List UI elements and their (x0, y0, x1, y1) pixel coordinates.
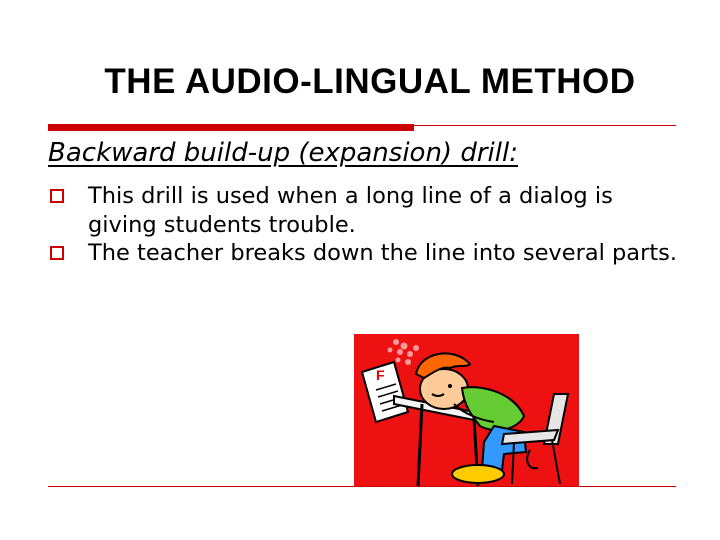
frustrated-student-clipart (354, 334, 579, 486)
bullet-item (48, 239, 678, 268)
slide-title: THE AUDIO-LINGUAL METHOD (104, 62, 636, 101)
graded-paper-icon (362, 362, 408, 422)
title-underline-thick (48, 124, 414, 131)
paper-grade: F (376, 367, 385, 383)
student-body-icon (454, 387, 524, 430)
bullet-list (48, 182, 678, 268)
slide-subtitle: Backward build-up (expansion) drill: (48, 138, 518, 168)
square-bullet-icon (50, 189, 64, 203)
bottom-divider (48, 486, 676, 487)
frustrated-student-icon (354, 334, 579, 486)
title-underline-thin (414, 125, 676, 126)
square-bullet-icon (50, 246, 64, 260)
bullet-text: This drill is used when a long line of a dialog is giving students trouble. (88, 183, 613, 238)
bullet-item (48, 182, 678, 239)
bullet-text: The teacher breaks down the line into several parts. (88, 240, 678, 266)
frustration-dots-icon (388, 339, 420, 365)
student-head-icon (416, 353, 470, 409)
